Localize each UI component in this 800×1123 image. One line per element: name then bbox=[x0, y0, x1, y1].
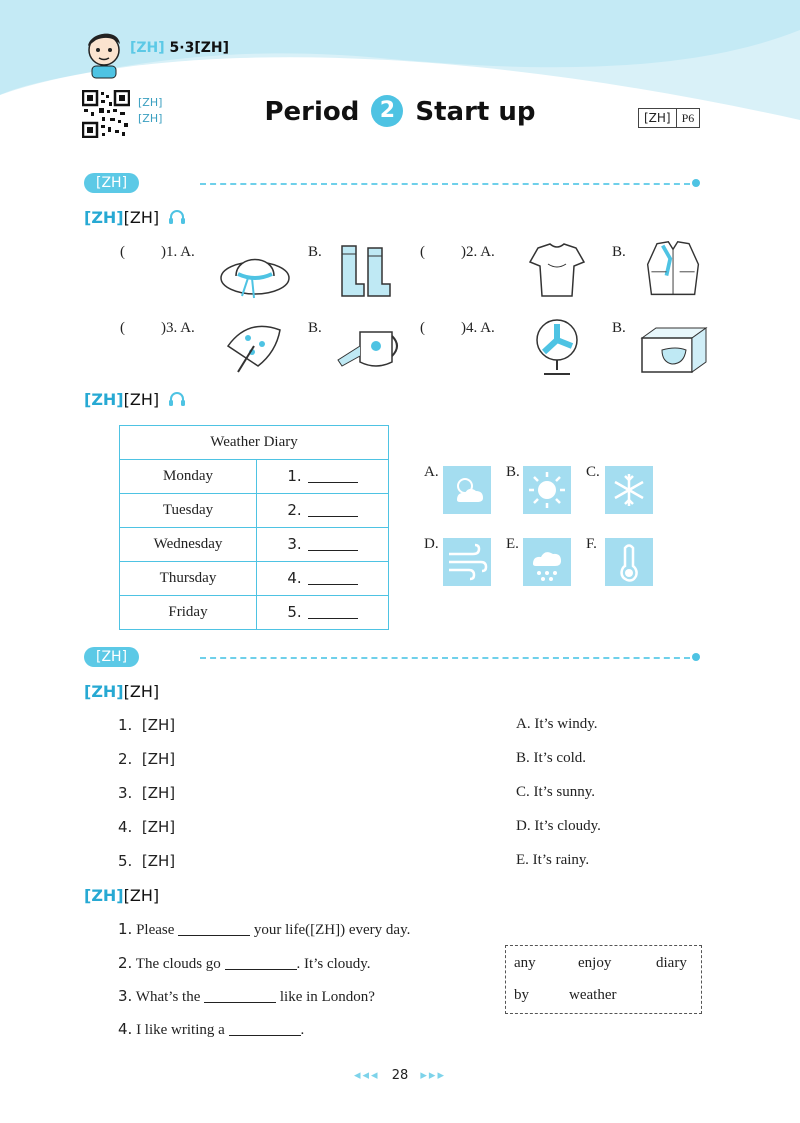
weather-answer-a[interactable]: A. It’s windy. bbox=[516, 716, 598, 732]
poem-text: [ZH] bbox=[141, 784, 176, 802]
fan-icon[interactable] bbox=[520, 316, 595, 378]
answer-cell[interactable] bbox=[257, 494, 389, 528]
option-a-label: A. bbox=[180, 320, 195, 336]
option-a-label: A. bbox=[424, 464, 439, 480]
item-number: 3. bbox=[166, 320, 178, 336]
answer-number: 3. bbox=[287, 535, 302, 553]
t-shirt-icon[interactable] bbox=[520, 240, 595, 302]
umbrella-icon[interactable] bbox=[218, 316, 293, 378]
sentence-number: 2. bbox=[118, 954, 133, 972]
answer-blank[interactable] bbox=[308, 468, 358, 483]
day-cell: Friday bbox=[120, 596, 257, 630]
weather-answer-e[interactable]: E. It’s rainy. bbox=[516, 852, 590, 868]
poem-line bbox=[118, 784, 175, 802]
divider-dot bbox=[692, 179, 700, 187]
hat-icon[interactable] bbox=[218, 240, 293, 302]
option-b-label: B. bbox=[506, 464, 520, 480]
mask-box-icon[interactable] bbox=[636, 318, 711, 380]
poem-text: [ZH] bbox=[141, 750, 176, 768]
sentence-pre: The clouds go bbox=[135, 956, 221, 972]
word-bank bbox=[505, 945, 702, 1014]
sentence-post: . bbox=[300, 1022, 305, 1038]
word-bank-item[interactable]: any bbox=[514, 955, 536, 971]
poem-line bbox=[118, 852, 175, 870]
table-row bbox=[120, 596, 389, 630]
option-f-label: F. bbox=[586, 536, 597, 552]
rain-boots-icon[interactable] bbox=[330, 240, 405, 302]
item-number: 1. bbox=[166, 244, 178, 260]
footer-left-arrows: ◂◂◂ bbox=[354, 1068, 380, 1083]
poem-number: 5. bbox=[118, 852, 133, 870]
answer-blank[interactable] bbox=[308, 570, 358, 585]
q1-item-4 bbox=[420, 320, 495, 337]
item-number: 4. bbox=[466, 320, 478, 336]
q4-number: [ZH] bbox=[84, 886, 124, 905]
answer-label: [ZH] bbox=[639, 109, 677, 127]
page-number: 28 bbox=[391, 1068, 409, 1083]
page-footer bbox=[0, 1068, 800, 1083]
answer-number: 2. bbox=[287, 501, 302, 519]
q1-text: [ZH] bbox=[123, 208, 160, 227]
answer-reference[interactable] bbox=[638, 108, 700, 128]
fill-sentence-1 bbox=[118, 920, 410, 939]
scan-line-1: [ZH] bbox=[138, 96, 163, 109]
cloudy-sun-icon[interactable] bbox=[443, 466, 491, 514]
thermometer-icon[interactable] bbox=[605, 538, 653, 586]
sentence-post: your life([ZH]) every day. bbox=[253, 922, 411, 938]
sentence-pre: Please bbox=[136, 922, 175, 938]
section-listening-pill: [ZH] bbox=[84, 173, 139, 193]
section-basics-pill: [ZH] bbox=[84, 647, 139, 667]
poem-text: [ZH] bbox=[141, 716, 176, 734]
q2-number: [ZH] bbox=[84, 390, 124, 409]
option-a-label: A. bbox=[180, 244, 195, 260]
q3-heading bbox=[84, 682, 159, 701]
footer-right-arrows: ▸▸▸ bbox=[420, 1068, 446, 1083]
option-d-label: D. bbox=[424, 536, 439, 552]
sun-icon[interactable] bbox=[523, 466, 571, 514]
q1-number: [ZH] bbox=[84, 208, 124, 227]
paren-open: ( bbox=[420, 320, 425, 336]
day-cell: Monday bbox=[120, 460, 257, 494]
table-title: Weather Diary bbox=[120, 426, 389, 460]
period-number-badge: 2 bbox=[371, 95, 403, 127]
q1-item-1-option-b: B. bbox=[308, 244, 322, 260]
answer-cell[interactable] bbox=[257, 596, 389, 630]
wind-icon[interactable] bbox=[443, 538, 491, 586]
q4-heading bbox=[84, 886, 159, 905]
q4-text: [ZH] bbox=[123, 886, 160, 905]
answer-blank[interactable] bbox=[308, 502, 358, 517]
paren-close: ) bbox=[461, 244, 466, 260]
title-start-up: Start up bbox=[415, 97, 536, 127]
paren-open: ( bbox=[120, 244, 125, 260]
q1-item-1 bbox=[120, 244, 195, 261]
word-bank-item[interactable]: enjoy bbox=[578, 955, 612, 971]
q1-item-4-option-b: B. bbox=[612, 320, 626, 336]
q3-text: [ZH] bbox=[123, 682, 160, 701]
paren-open: ( bbox=[420, 244, 425, 260]
word-bank-item[interactable]: weather bbox=[569, 987, 617, 1003]
q1-item-2-option-b: B. bbox=[612, 244, 626, 260]
paren-close: ) bbox=[461, 320, 466, 336]
q1-item-2 bbox=[420, 244, 495, 261]
poem-number: 4. bbox=[118, 818, 133, 836]
paren-close: ) bbox=[161, 244, 166, 260]
poem-number: 1. bbox=[118, 716, 133, 734]
word-bank-item[interactable]: by bbox=[514, 987, 529, 1003]
answer-blank[interactable] bbox=[204, 988, 276, 1003]
headphones-icon[interactable] bbox=[168, 209, 186, 225]
sentence-post: like in London? bbox=[279, 989, 375, 1005]
day-cell: Wednesday bbox=[120, 528, 257, 562]
winter-coat-icon[interactable] bbox=[636, 238, 711, 300]
fill-sentence-2 bbox=[118, 954, 371, 973]
poem-text: [ZH] bbox=[141, 852, 176, 870]
sentence-pre: What’s the bbox=[135, 989, 201, 1005]
q1-item-3 bbox=[120, 320, 195, 337]
weather-answer-c[interactable]: C. It’s sunny. bbox=[516, 784, 596, 800]
table-row bbox=[120, 494, 389, 528]
answer-number: 4. bbox=[287, 569, 302, 587]
sentence-number: 4. bbox=[118, 1020, 133, 1038]
option-a-label: A. bbox=[480, 244, 495, 260]
title-period: Period bbox=[264, 97, 360, 127]
q1-heading bbox=[84, 208, 186, 227]
option-c-label: C. bbox=[586, 464, 600, 480]
poem-line bbox=[118, 750, 175, 768]
brand-logo: [ZH] bbox=[130, 40, 165, 56]
answer-cell[interactable] bbox=[257, 562, 389, 596]
divider-dot bbox=[692, 653, 700, 661]
poem-number: 2. bbox=[118, 750, 133, 768]
table-row bbox=[120, 562, 389, 596]
snowflake-icon[interactable] bbox=[605, 466, 653, 514]
answer-cell[interactable] bbox=[257, 460, 389, 494]
rain-cloud-icon[interactable] bbox=[523, 538, 571, 586]
poem-line bbox=[118, 716, 175, 734]
poem-text: [ZH] bbox=[141, 818, 176, 836]
option-a-label: A. bbox=[480, 320, 495, 336]
answer-blank[interactable] bbox=[308, 604, 358, 619]
weather-answer-d[interactable]: D. It’s cloudy. bbox=[516, 818, 601, 834]
sentence-number: 1. bbox=[118, 920, 133, 938]
answer-page: P6 bbox=[681, 111, 695, 125]
answer-number: 1. bbox=[287, 467, 302, 485]
paren-close: ) bbox=[161, 320, 166, 336]
answer-blank[interactable] bbox=[178, 921, 250, 936]
sentence-post: . It’s cloudy. bbox=[296, 956, 371, 972]
poem-line bbox=[118, 818, 175, 836]
sentence-pre: I like writing a bbox=[136, 1022, 225, 1038]
sentence-number: 3. bbox=[118, 987, 133, 1005]
fill-sentence-3 bbox=[118, 987, 375, 1006]
poem-number: 3. bbox=[118, 784, 133, 802]
answer-blank[interactable] bbox=[225, 955, 297, 970]
table-row bbox=[120, 528, 389, 562]
word-bank-item[interactable]: diary bbox=[656, 955, 687, 971]
table-row bbox=[120, 460, 389, 494]
q2-heading bbox=[84, 390, 186, 409]
q1-item-3-option-b: B. bbox=[308, 320, 322, 336]
headphones-icon[interactable] bbox=[168, 391, 186, 407]
answer-number: 5. bbox=[287, 603, 302, 621]
brand-text: 5·3[ZH] bbox=[169, 40, 230, 56]
section-divider bbox=[200, 183, 690, 185]
answer-cell[interactable] bbox=[257, 528, 389, 562]
day-cell: Tuesday bbox=[120, 494, 257, 528]
watering-can-icon[interactable] bbox=[330, 316, 405, 378]
q3-number: [ZH] bbox=[84, 682, 124, 701]
fill-sentence-4 bbox=[118, 1020, 304, 1039]
item-number: 2. bbox=[466, 244, 478, 260]
q2-text: [ZH] bbox=[123, 390, 160, 409]
scan-line-2: [ZH] bbox=[138, 112, 163, 125]
brand-title bbox=[130, 40, 229, 56]
mascot-boy-icon bbox=[82, 28, 126, 80]
answer-blank[interactable] bbox=[229, 1021, 301, 1036]
answer-blank[interactable] bbox=[308, 536, 358, 551]
option-e-label: E. bbox=[506, 536, 519, 552]
section-divider bbox=[200, 657, 690, 659]
weather-answer-b[interactable]: B. It’s cold. bbox=[516, 750, 586, 766]
weather-diary-table bbox=[119, 425, 389, 630]
day-cell: Thursday bbox=[120, 562, 257, 596]
paren-open: ( bbox=[120, 320, 125, 336]
